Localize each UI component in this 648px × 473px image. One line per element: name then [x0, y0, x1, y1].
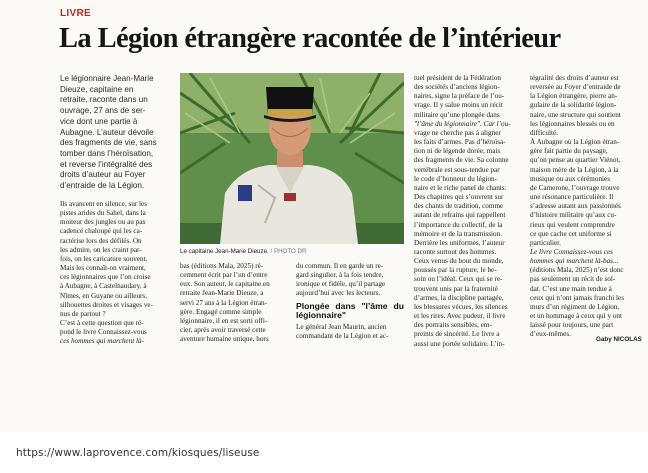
column-line: maison mère de la Légion, à la	[530, 165, 619, 174]
column-line: d’eux-mêmes.	[530, 330, 571, 339]
column-line: cier, après avoir traversé cette	[180, 326, 266, 335]
column-line: aussi une portée solidaire. L’in-	[414, 339, 505, 348]
column-line: (éditions Mala, 2025) n’est donc	[530, 266, 624, 275]
article-column-1	[60, 200, 170, 347]
column-line: tuel président de la Fédération	[414, 74, 502, 82]
column-line: gulaire de la solidarité légion-	[530, 101, 617, 110]
column-line: moiteur des jungles ou au pas	[60, 218, 146, 227]
column-line: servi 27 ans à la Légion étran-	[180, 298, 268, 307]
section-subheading: Plongée dans "l’âme du légionnaire"	[296, 300, 404, 321]
lead-line: Aubagne. L’auteur dévoile	[60, 127, 154, 137]
column-line: la Légion étrangère, pierre an-	[530, 92, 618, 101]
author-byline: Gaby NICOLAS	[596, 336, 642, 343]
lead-line: des fragments de vie, sans	[60, 138, 157, 148]
article-column-5	[530, 74, 638, 340]
column-line: preints de sincérité. Le livre a	[414, 330, 500, 339]
column-line: Le livre Connaissez-vous ces	[530, 247, 613, 256]
column-line: nus de partout ?	[60, 309, 106, 318]
column-line: à Aubagne, à Castelnaudary, à	[60, 282, 147, 291]
column-line: ce que cache cet uniforme si	[530, 229, 612, 238]
photo-caption	[180, 248, 404, 255]
column-line: et un hommage à ceux qui y ont	[530, 312, 623, 321]
column-line: commandant de la Légion et ac-	[296, 331, 389, 340]
column-line: d’armes, la discipline partagée,	[414, 293, 504, 302]
column-line: cemment écrit par l’un d’entre	[180, 271, 268, 280]
column-line: s’adresse autant aux passionnés	[530, 202, 621, 211]
column-line: poussés par la rupture, le be-	[414, 266, 497, 275]
column-line: Le général Jean Maurin, ancien	[296, 322, 387, 331]
column-line: gère fait partie du paysage,	[530, 147, 608, 156]
column-line: À Aubagne où la Légion étran-	[530, 138, 620, 147]
column-line: hommes qui marchent là-bas...	[530, 257, 619, 266]
column-line: murs d’un régiment de Légion,	[530, 302, 620, 311]
column-line: naires, signe la préface de l’ou-	[414, 92, 505, 101]
column-line: Ils avancent en silence, sur les	[60, 200, 148, 208]
column-line: ces hommes qui marchent là-	[60, 337, 144, 346]
column-line: bas (éditions Mala, 2025) ré-	[180, 262, 264, 270]
column-line: trouvent unis par la fraternité	[414, 284, 498, 293]
column-line: l’importance du collectif, de la	[414, 220, 503, 229]
column-line: ces légionnaires que l’on croise	[60, 273, 151, 282]
column-line: cadencé chaloupé qui les ca-	[60, 227, 143, 236]
portrait-illustration	[180, 73, 404, 244]
column-line: naire et le riche panel de chants.	[414, 183, 507, 192]
column-line: vrage. Il y salue moins un récit	[414, 101, 503, 110]
column-line: vrage ne cherche pas à aligner	[414, 128, 501, 137]
column-line: silhouettes droites et visages ve-	[60, 300, 154, 309]
column-line: militaire qu’une plongée dans	[414, 110, 500, 119]
lead-line: Dieuze, capitaine en	[60, 84, 134, 94]
article-photo	[180, 73, 404, 244]
column-line: gard singulier, à la fois tendre,	[296, 271, 384, 280]
source-url[interactable]: https://www.laprovence.com/kiosques/liseuse	[16, 447, 260, 459]
column-line: rieux qui veulent comprendre	[530, 220, 615, 229]
column-line: eux. Son auteur, le capitaine en	[180, 280, 270, 289]
column-line: soin ou l’idéal. Ceux qui se re-	[414, 275, 503, 284]
article-headline: La Légion étrangère racontée de l’intérieur	[59, 23, 561, 54]
column-line: les faits d’armes. Pas d’héroïsa-	[414, 138, 506, 147]
column-line: pas seulement un récit de sol-	[530, 275, 616, 284]
lead-line: retraite, raconte dans un	[60, 95, 148, 105]
photo-credit: PHOTO DR	[273, 248, 307, 255]
column-line: aventure humaine unique, hors	[180, 335, 269, 344]
column-line: du commun. Il en garde un re-	[296, 262, 384, 270]
column-line: des chants de tradition, comme	[414, 202, 504, 211]
column-line: gère. Engagé comme simple	[180, 307, 262, 316]
column-line: autant de refrains qui rappellent	[414, 211, 506, 220]
column-line: pistes arides du Sahel, dans la	[60, 209, 146, 218]
column-line: des portraits sensibles, em-	[414, 321, 492, 330]
photo-credit-separator: /	[270, 248, 273, 255]
column-line: qu’on pense au quartier Viénot,	[530, 156, 621, 165]
column-line: musique ou aux cérémonies	[530, 174, 611, 183]
column-line: les légionnaires blessés ou en	[530, 119, 615, 128]
column-line: difficulté.	[530, 128, 559, 137]
column-line: des sociétés d’anciens légion-	[414, 83, 500, 92]
column-line: Derrière les uniformes, l’auteur	[414, 238, 505, 247]
column-line: laissé pour toujours, une part	[530, 321, 614, 330]
column-line: retraite Jean-Marie Dieuze, a	[180, 289, 264, 298]
column-line: Ceux venus du bout du monde,	[414, 257, 504, 266]
column-line: C’est à cette question que ré-	[60, 319, 144, 328]
column-line: une résonance particulière. Il	[530, 193, 614, 202]
column-line: Des chapitres qui s’ouvrent sur	[414, 193, 504, 202]
column-line: pond le livre Connaissez-vous	[60, 328, 147, 337]
column-line: ceux qui n’ont jamais franchi les	[530, 293, 625, 302]
column-line: les blessures vécues, les silences	[414, 302, 508, 311]
column-line: aujourd’hui avec les lecteurs.	[296, 289, 381, 298]
caption-text: Le capitaine Jean-Marie Dieuze.	[180, 248, 269, 255]
column-line: les admire, on les craint par-	[60, 245, 142, 254]
column-line: Mais les connaît-on vraiment,	[60, 264, 146, 273]
column-line: tégralité des droits d’auteur est	[530, 74, 619, 82]
column-line: des fragments de vie. Sa colonne	[414, 156, 509, 165]
column-line: raconte surtout des hommes.	[414, 247, 497, 256]
lead-line: droits d’auteur au Foyer	[60, 170, 146, 180]
lead-line: tomber dans l’héroïsation,	[60, 148, 154, 158]
article-column-2	[180, 262, 288, 344]
column-line: naire, une structure qui soutient	[530, 110, 621, 119]
column-line: mémoire et de la transmission.	[414, 229, 503, 238]
column-line: tion ni de légende dorée, mais	[414, 147, 501, 156]
column-line: de Camerone, l’ouvrage trouve	[530, 183, 620, 192]
section-label: LIVRE	[60, 8, 91, 19]
column-line: vertébrale est sous-tendue par	[414, 165, 500, 174]
column-line: reversée au Foyer d’entraide de	[530, 83, 621, 92]
column-line: particulier.	[530, 238, 561, 247]
column-line: et les rires. Avec pudeur, il livre	[414, 312, 506, 321]
column-line: Nîmes, en Guyane ou ailleurs,	[60, 291, 148, 300]
lead-line: Le légionnaire Jean-Marie	[60, 74, 154, 83]
column-line: d’histoire militaire qu’aux cu-	[530, 211, 617, 220]
article-lead	[60, 74, 170, 192]
column-line: "l’âme du légionnaire". Car l’ou-	[414, 119, 511, 128]
lead-line: ouvrage, 27 ans de ser-	[60, 106, 146, 116]
article-column-3	[296, 262, 404, 341]
article-column-4	[414, 74, 522, 349]
lead-line: et reverse l’intégralité des	[60, 159, 153, 169]
column-line: ractérise lors des défilés. On	[60, 236, 142, 245]
lead-line: d’entraide de la Légion.	[60, 181, 145, 191]
column-line: fois, on les caricature souvent.	[60, 254, 148, 263]
column-line: ironique et fidèle, qu’il partage	[296, 280, 386, 289]
column-line: le code d’honneur du légion-	[414, 174, 498, 183]
column-line: dat. C’est une main tendue à	[530, 284, 612, 293]
lead-line: vice dont une partie à	[60, 116, 138, 126]
column-line: légionnaire, il en est sorti offi-	[180, 316, 268, 325]
